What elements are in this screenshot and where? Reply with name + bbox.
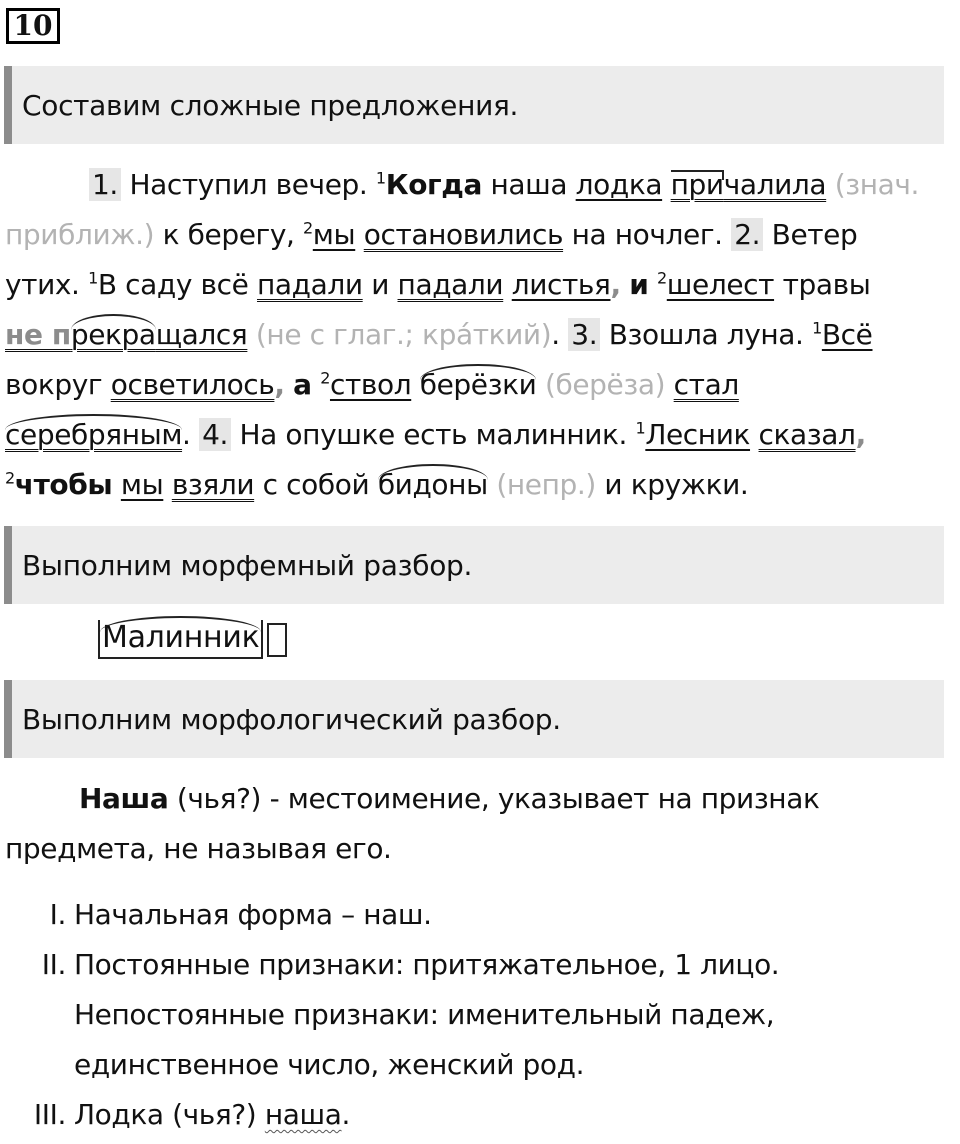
sentence-text: и кружки. xyxy=(604,468,749,501)
attribute-underlined: наша xyxy=(264,1098,342,1131)
predicate: падали xyxy=(397,268,504,301)
word: вокруг xyxy=(5,368,103,401)
clause-index: 1 xyxy=(635,418,646,438)
list-text: Постоянные признаки: притяжательное, 1 лицо. xyxy=(74,948,780,981)
conjunction: и xyxy=(629,268,649,301)
list-number xyxy=(0,1040,74,1090)
root-arc: бидоны xyxy=(377,468,488,501)
punct: . xyxy=(341,1098,351,1131)
root-arc: рекра xyxy=(70,318,156,351)
list-item xyxy=(0,1090,779,1140)
heading-text: Выполним морфологический разбор. xyxy=(22,702,561,736)
predicate: взяли xyxy=(171,468,255,501)
word-part: чалила xyxy=(723,168,827,201)
subject: шелест xyxy=(666,268,775,301)
sentence-text: на ночлег. xyxy=(571,218,723,251)
section-heading-morphology xyxy=(4,680,944,758)
prefix-mark: при xyxy=(670,168,724,201)
section-heading-compose xyxy=(4,66,944,144)
list-number: I. xyxy=(49,898,66,931)
sentence-text: Взошла луна. xyxy=(608,318,804,351)
clause-index: 2 xyxy=(5,468,15,488)
conjunction: Когда xyxy=(385,168,482,201)
list-item xyxy=(0,1040,779,1090)
list-number xyxy=(0,990,74,1040)
punct: . xyxy=(551,318,560,351)
sentence-text: утих. xyxy=(5,268,80,301)
clause-index: 2 xyxy=(657,268,667,288)
note: (непр.) xyxy=(496,468,596,501)
stem-bracket: Малинник xyxy=(98,620,263,659)
morphology-paragraph xyxy=(5,774,940,874)
subject: листья xyxy=(511,268,611,301)
word-part: щался xyxy=(155,318,248,351)
sentence-number: 1. xyxy=(89,168,121,201)
word: с собой xyxy=(262,468,370,501)
predicate: серебряным xyxy=(5,418,183,451)
analyzed-word: Наша xyxy=(79,782,169,815)
comma-mark: , xyxy=(610,268,621,301)
predicate: осветилось xyxy=(110,368,275,401)
conjunction: а xyxy=(293,368,312,401)
list-text-part: Лодка (чья?) xyxy=(74,1098,257,1131)
clause-index: 1 xyxy=(812,318,822,338)
clause-index: 1 xyxy=(88,268,98,288)
note: (знач. xyxy=(834,168,920,201)
predicate: остановились xyxy=(363,218,564,251)
exercise-number: 10 xyxy=(6,8,60,44)
list-number: III. xyxy=(33,1098,66,1131)
sentence-number: 2. xyxy=(731,218,763,251)
sentence-text: На опушке есть малинник. xyxy=(239,418,628,451)
zero-ending-box xyxy=(267,623,287,657)
word: травы xyxy=(782,268,871,301)
list-item xyxy=(0,940,779,990)
sentence-text: Ветер xyxy=(771,218,858,251)
clause-index: 1 xyxy=(375,168,386,188)
list-text: Непостоянные признаки: именительный падеж, xyxy=(74,998,775,1031)
subject: лодка xyxy=(575,168,663,201)
list-number: II. xyxy=(41,948,66,981)
definition-text: (чья?) - местоимение, указывает на признак xyxy=(176,782,820,815)
heading-text: Составим сложные предложения. xyxy=(22,88,519,122)
particle: не п xyxy=(5,318,71,351)
section-heading-morpheme xyxy=(4,526,944,604)
conjunction: чтобы xyxy=(14,468,113,501)
morpheme-analysis xyxy=(98,620,287,659)
heading-text: Выполним морфемный разбор. xyxy=(22,548,473,582)
sentence-text: к берегу, xyxy=(162,218,295,251)
list-item xyxy=(0,890,779,940)
sentence-text: Наступил вечер. xyxy=(129,168,368,201)
sentences-paragraph xyxy=(5,160,940,510)
comma-mark: , xyxy=(274,368,285,401)
sentence-number: 4. xyxy=(199,418,231,451)
list-text xyxy=(74,1090,350,1140)
clause-index: 2 xyxy=(303,218,313,238)
subject: Лесник xyxy=(645,418,751,451)
note: (берёза) xyxy=(544,368,666,401)
list-text: единственное число, женский род. xyxy=(74,1048,585,1081)
subject: мы xyxy=(120,468,164,501)
subject: мы xyxy=(312,218,356,251)
list-text: Начальная форма – наш. xyxy=(74,898,432,931)
predicate: падали xyxy=(257,268,363,301)
predicate xyxy=(671,168,827,201)
note: (не с глаг.; кра́ткий) xyxy=(255,318,552,351)
punct: . xyxy=(182,418,191,451)
predicate xyxy=(5,318,247,351)
sentence-number: 3. xyxy=(568,318,600,351)
subject: ствол xyxy=(329,368,412,401)
morphology-list xyxy=(0,890,779,1140)
word: наша xyxy=(490,168,568,201)
sentence-text: В саду всё xyxy=(97,268,249,301)
word: и xyxy=(371,268,390,301)
predicate: сказал xyxy=(758,418,856,451)
definition-text: предмета, не называя его. xyxy=(5,832,392,865)
predicate: стал xyxy=(673,368,739,401)
comma-mark: , xyxy=(855,418,866,451)
subject: Всё xyxy=(821,318,873,351)
note: приближ.) xyxy=(5,218,155,251)
clause-index: 2 xyxy=(320,368,330,388)
root-arc: берёзки xyxy=(419,368,537,401)
list-item xyxy=(0,990,779,1040)
